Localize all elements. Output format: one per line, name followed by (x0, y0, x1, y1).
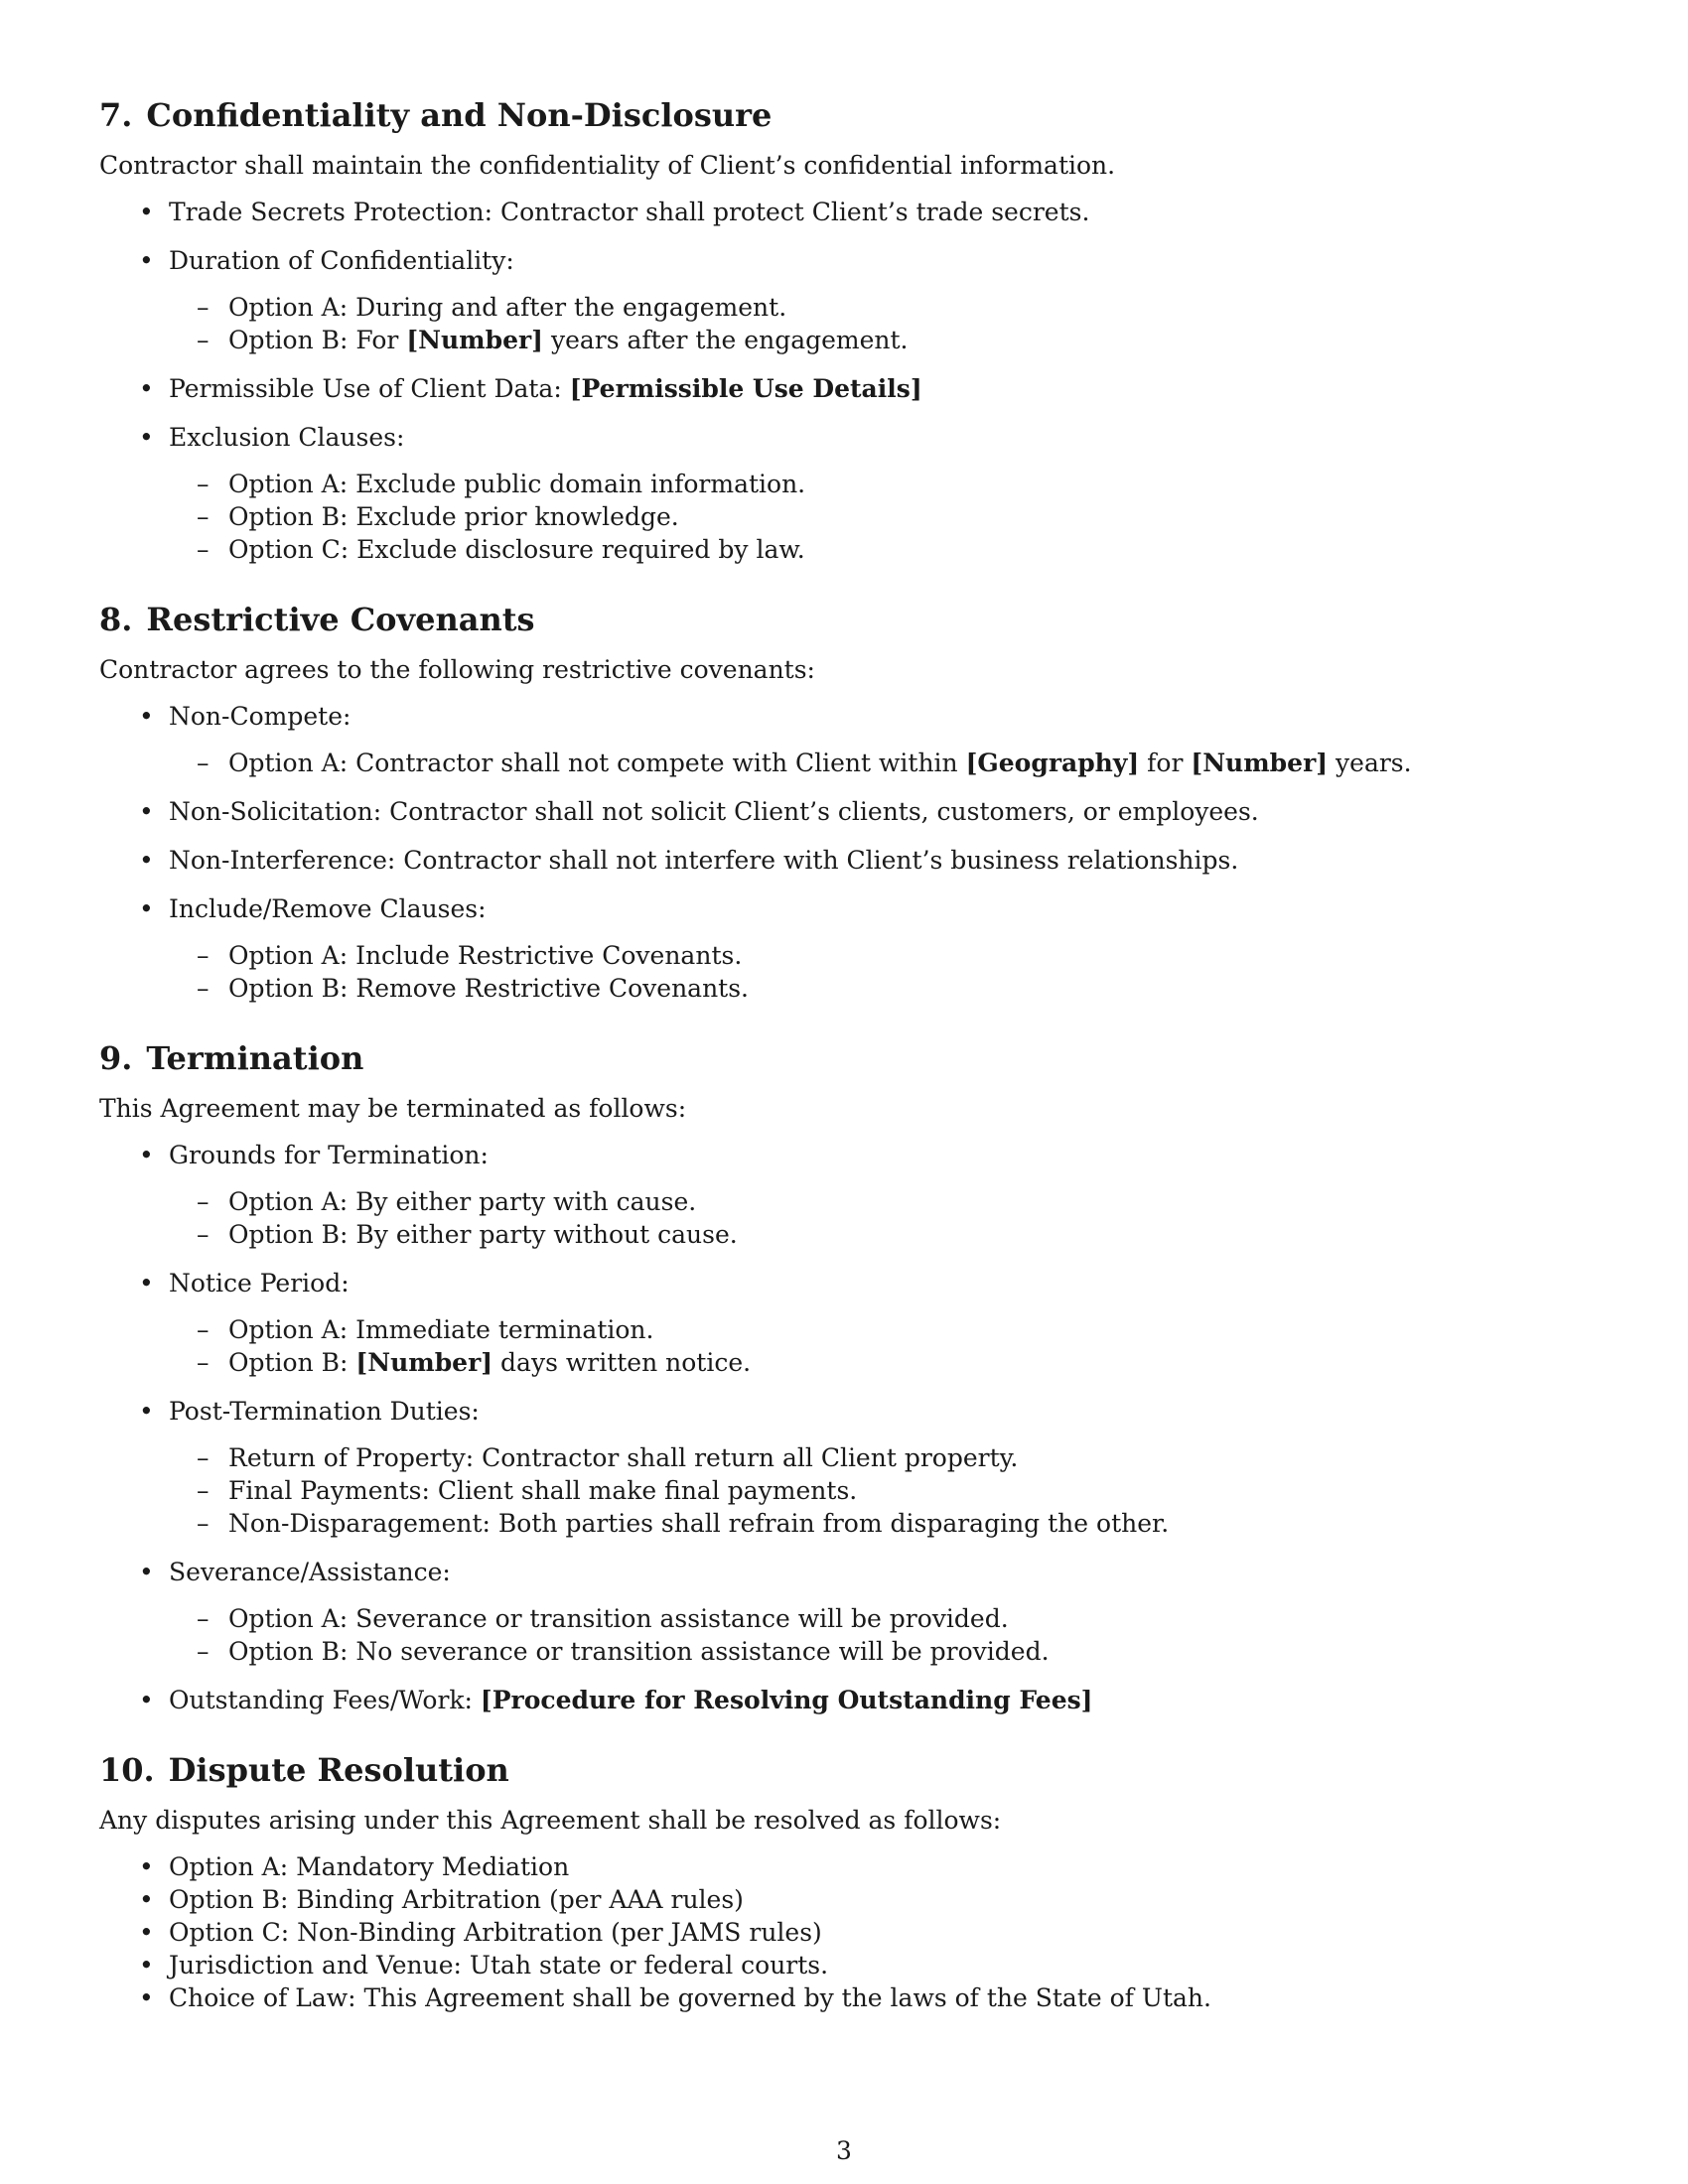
option-text: years. (1328, 749, 1412, 777)
placeholder-field: [Geography] (965, 749, 1140, 777)
item-label: Exclusion Clauses: (169, 423, 405, 452)
section-restrictive-covenants (99, 600, 1589, 1005)
list-item: • Jurisdiction and Venue: Utah state or federal courts. (99, 1949, 1589, 1981)
option-list (169, 939, 1589, 1005)
item-label: Grounds for Termination: (169, 1141, 489, 1169)
item-label: Permissible Use of Client Data: (169, 374, 570, 403)
section-title: Confidentiality and Non-Disclosure (146, 96, 773, 134)
option-list (169, 291, 1589, 356)
section-number: 7. (99, 96, 133, 134)
option-item: – Option A: During and after the engagement. (169, 291, 1589, 324)
section-termination (99, 1038, 1589, 1716)
section-number: 8. (99, 601, 133, 638)
section-heading (99, 95, 1589, 135)
option-item: – Return of Property: Contractor shall return all Client property. (169, 1441, 1589, 1474)
list-item: • Choice of Law: This Agreement shall be governed by the laws of the State of Utah. (99, 1981, 1589, 2014)
list-item (99, 892, 1589, 1005)
list-item (99, 372, 1589, 405)
section-title: Dispute Resolution (168, 1751, 509, 1789)
item-text: Non-Interference: Contractor shall not interfere with Client’s business relationships. (169, 846, 1239, 875)
option-item: – Option B: Exclude prior knowledge. (169, 500, 1589, 533)
list-item (99, 795, 1589, 828)
item-label: Severance/Assistance: (169, 1558, 451, 1586)
section-heading (99, 1038, 1589, 1078)
item-label: Duration of Confidentiality: (169, 246, 514, 275)
option-text: Option B: (228, 1348, 356, 1377)
option-text: days written notice. (492, 1348, 752, 1377)
section-title: Termination (146, 1039, 364, 1077)
option-item: – Option A: By either party with cause. (169, 1185, 1589, 1218)
page-content (99, 95, 1589, 2048)
option-item: – Final Payments: Client shall make final payments. (169, 1474, 1589, 1507)
section-intro: Any disputes arising under this Agreement shall be resolved as follows: (99, 1806, 1002, 1835)
section-intro: Contractor agrees to the following restrictive covenants: (99, 655, 815, 684)
placeholder-field: [Permissible Use Details] (569, 374, 922, 403)
option-text: Option B: For (228, 326, 407, 354)
section-heading (99, 1750, 1589, 1790)
item-text: Trade Secrets Protection: Contractor shall protect Client’s trade secrets. (169, 198, 1090, 226)
list-item (99, 421, 1589, 566)
section-intro: This Agreement may be terminated as follows: (99, 1094, 687, 1123)
list-item: • Option C: Non-Binding Arbitration (per JAMS rules) (99, 1916, 1589, 1949)
section-number: 9. (99, 1039, 133, 1077)
option-item: – Option A: Include Restrictive Covenants. (169, 939, 1589, 972)
item-label: Non-Compete: (169, 702, 352, 731)
option-item: – Non-Disparagement: Both parties shall refrain from disparaging the other. (169, 1507, 1589, 1540)
list-item (99, 196, 1589, 228)
placeholder-field: [Procedure for Resolving Outstanding Fees] (480, 1686, 1093, 1714)
option-text: years after the engagement. (543, 326, 909, 354)
option-text: Option A: Contractor shall not compete with Client within (228, 749, 966, 777)
option-item: – Option A: Severance or transition assistance will be provided. (169, 1602, 1589, 1635)
item-label: Notice Period: (169, 1269, 350, 1297)
list-item: • Option A: Mandatory Mediation (99, 1850, 1589, 1883)
list-item (99, 1139, 1589, 1251)
placeholder-field: [Number] (355, 1348, 493, 1377)
list-item: • Option B: Binding Arbitration (per AAA rules) (99, 1883, 1589, 1916)
option-item (169, 1346, 1589, 1379)
list-item (99, 1556, 1589, 1668)
option-text: for (1139, 749, 1192, 777)
item-label: Post-Termination Duties: (169, 1397, 480, 1426)
option-list (169, 1313, 1589, 1379)
item-text: Non-Solicitation: Contractor shall not solicit Client’s clients, customers, or employees. (169, 797, 1259, 826)
option-list (169, 747, 1589, 779)
section-intro: Contractor shall maintain the confidentiality of Client’s confidential information. (99, 151, 1116, 180)
option-item: – Option B: By either party without cause. (169, 1218, 1589, 1251)
clause-list (99, 1850, 1589, 2014)
section-confidentiality (99, 95, 1589, 566)
option-item (169, 747, 1589, 779)
section-title: Restrictive Covenants (146, 601, 535, 638)
option-list (169, 1441, 1589, 1540)
section-heading (99, 600, 1589, 639)
item-label: Outstanding Fees/Work: (169, 1686, 481, 1714)
list-item (99, 244, 1589, 356)
placeholder-field: [Number] (406, 326, 544, 354)
option-item: – Option A: Immediate termination. (169, 1313, 1589, 1346)
list-item (99, 1267, 1589, 1379)
list-item (99, 1395, 1589, 1540)
page-number: 3 (836, 2136, 852, 2165)
option-item: – Option B: Remove Restrictive Covenants. (169, 972, 1589, 1005)
section-dispute-resolution (99, 1750, 1589, 2014)
section-number: 10. (99, 1751, 155, 1789)
clause-list (99, 196, 1589, 566)
option-item (169, 324, 1589, 356)
option-item: – Option C: Exclude disclosure required by law. (169, 533, 1589, 566)
option-item: – Option B: No severance or transition assistance will be provided. (169, 1635, 1589, 1668)
list-item (99, 1684, 1589, 1716)
option-list (169, 1602, 1589, 1668)
list-item (99, 844, 1589, 877)
list-item (99, 700, 1589, 779)
clause-list (99, 700, 1589, 1005)
placeholder-field: [Number] (1191, 749, 1329, 777)
option-list (169, 468, 1589, 566)
item-label: Include/Remove Clauses: (169, 894, 487, 923)
option-list (169, 1185, 1589, 1251)
clause-list (99, 1139, 1589, 1716)
option-item: – Option A: Exclude public domain information. (169, 468, 1589, 500)
